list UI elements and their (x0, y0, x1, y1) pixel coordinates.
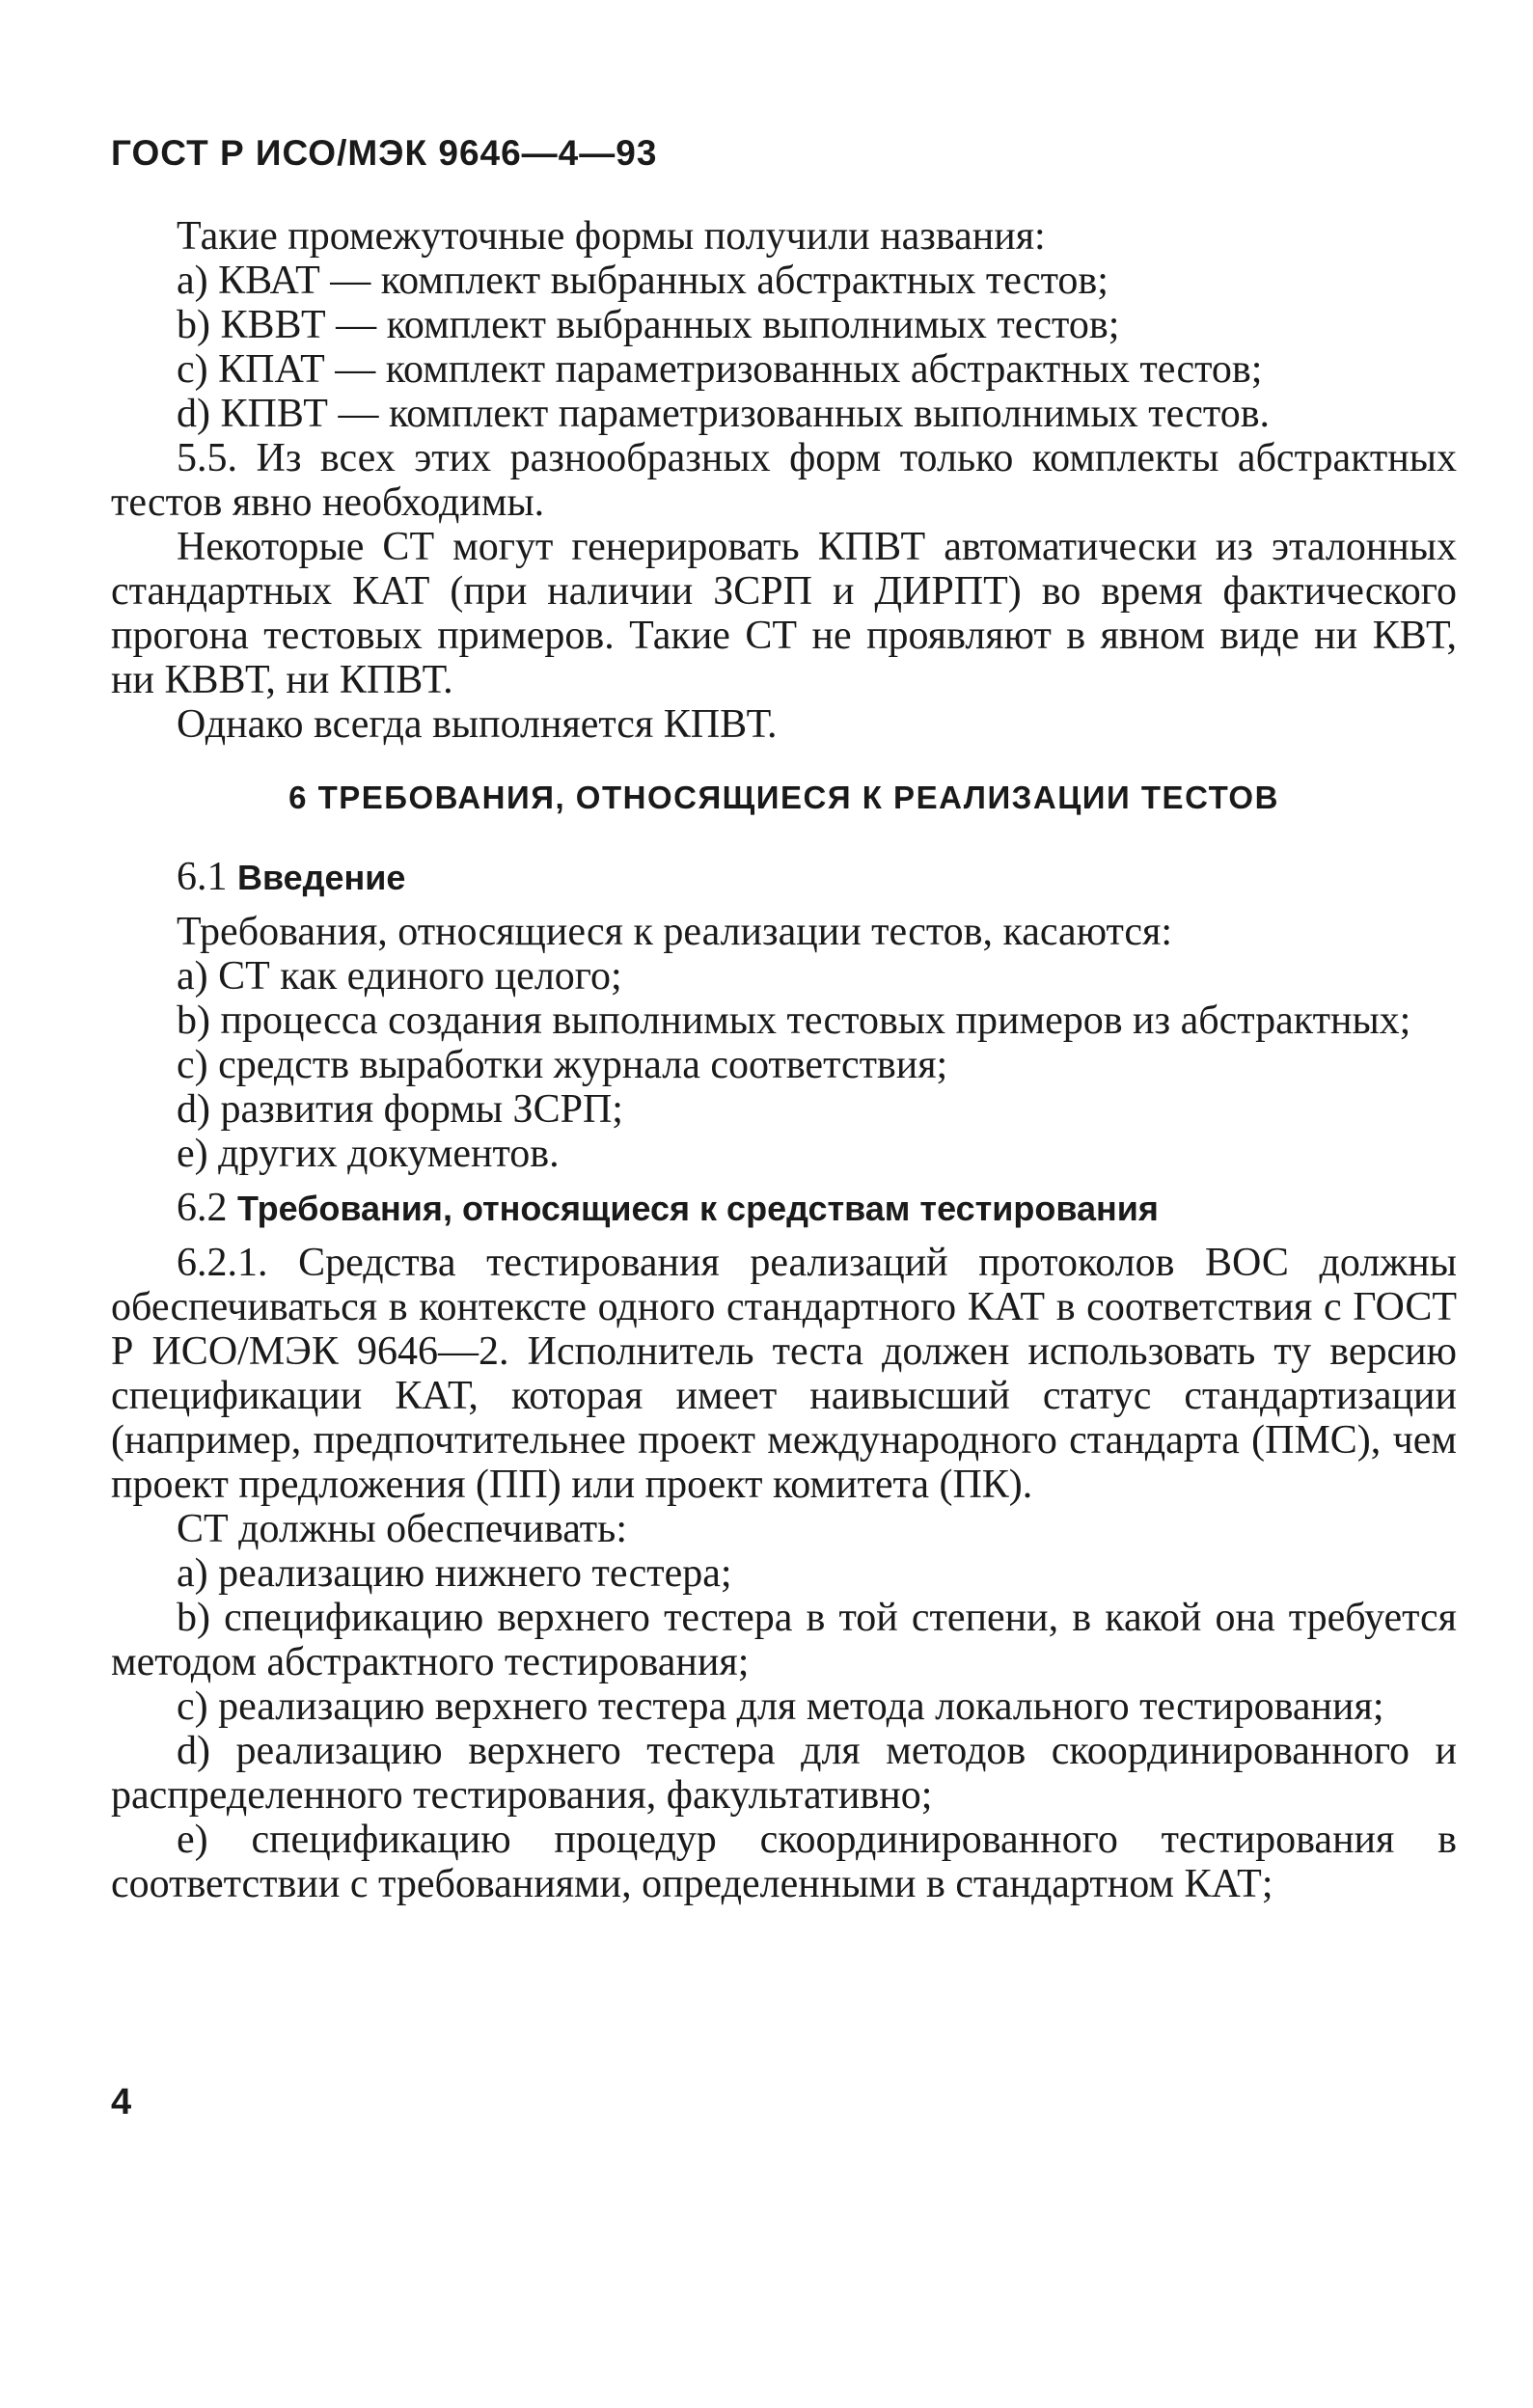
paragraph-5-5: 5.5. Из всех этих разнообразных форм только комплекты абстрактных тестов явно необходимы. (111, 436, 1457, 525)
list-item: d) реализацию верхнего тестера для методов скоординированного и распределенного тестирования, факультативно; (111, 1729, 1457, 1818)
intro-lead: Такие промежуточные формы получили названия: (177, 214, 1046, 259)
list-item: c) реализацию верхнего тестера для метода локального тестирования; (177, 1684, 1384, 1729)
list-item: a) КВАТ — комплект выбранных абстрактных тестов; (177, 259, 1109, 303)
list-item: c) КПАТ — комплект параметризованных абстрактных тестов; (177, 347, 1263, 392)
subsection-number: 6.2 (177, 1186, 228, 1230)
list-item: e) спецификацию процедур скоординированного тестирования в соответствии с требованиями, определенными в стандартном КАТ; (111, 1818, 1457, 1906)
list-item: e) других документов. (177, 1132, 560, 1176)
subsection-6-1-heading (111, 855, 1457, 900)
paragraph-some-st: Некоторые СТ могут генерировать КПВТ автоматически из эталонных стандартных КАТ (при наличии ЗСРП и ДИРПТ) во время фактического прогона тестовых примеров. Такие СТ не проявляют в явном виде ни КВТ, ни КВВТ, ни КПВТ. (111, 525, 1457, 702)
list-item: b) КВВТ — комплект выбранных выполнимых тестов; (177, 303, 1120, 347)
list-item: d) развития формы ЗСРП; (177, 1087, 623, 1132)
subsection-6-2-lead: СТ должны обеспечивать: (177, 1507, 627, 1551)
list-item: a) реализацию нижнего тестера; (177, 1551, 732, 1596)
list-item: a) СТ как единого целого; (177, 954, 622, 999)
subsection-title: Требования, относящиеся к средствам тестирования (237, 1189, 1159, 1228)
document-header: ГОСТ Р ИСО/МЭК 9646—4—93 (111, 133, 658, 173)
subsection-title: Введение (237, 858, 406, 897)
paragraph-6-2-1: 6.2.1. Средства тестирования реализаций протоколов ВОС должны обеспечиваться в контексте одного стандартного КАТ в соответствия с ГОСТ Р ИСО/МЭК 9646—2. Исполнитель теста должен использовать ту версию спецификации КАТ, которая имеет наивысший статус стандартизации (например, предпочтительнее проект международного стандарта (ПМС), чем проект предложения (ПП) или проект комитета (ПК). (111, 1241, 1457, 1507)
list-item: d) КПВТ — комплект параметризованных выполнимых тестов. (177, 392, 1271, 436)
paragraph-always: Однако всегда выполняется КПВТ. (177, 702, 778, 747)
subsection-6-1-lead: Требования, относящиеся к реализации тестов, касаются: (177, 910, 1173, 954)
subsection-6-2-heading (111, 1186, 1457, 1231)
list-item: c) средств выработки журнала соответствия; (177, 1043, 948, 1087)
page-number: 4 (111, 2082, 132, 2122)
subsection-number: 6.1 (177, 855, 228, 899)
list-item: b) процесса создания выполнимых тестовых примеров из абстрактных; (177, 999, 1411, 1043)
document-body (111, 214, 1457, 1906)
section-6-title: 6 ТРЕБОВАНИЯ, ОТНОСЯЩИЕСЯ К РЕАЛИЗАЦИИ ТЕСТОВ (288, 780, 1279, 815)
list-item: b) спецификацию верхнего тестера в той степени, в какой она требуется методом абстрактного тестирования; (111, 1596, 1457, 1684)
